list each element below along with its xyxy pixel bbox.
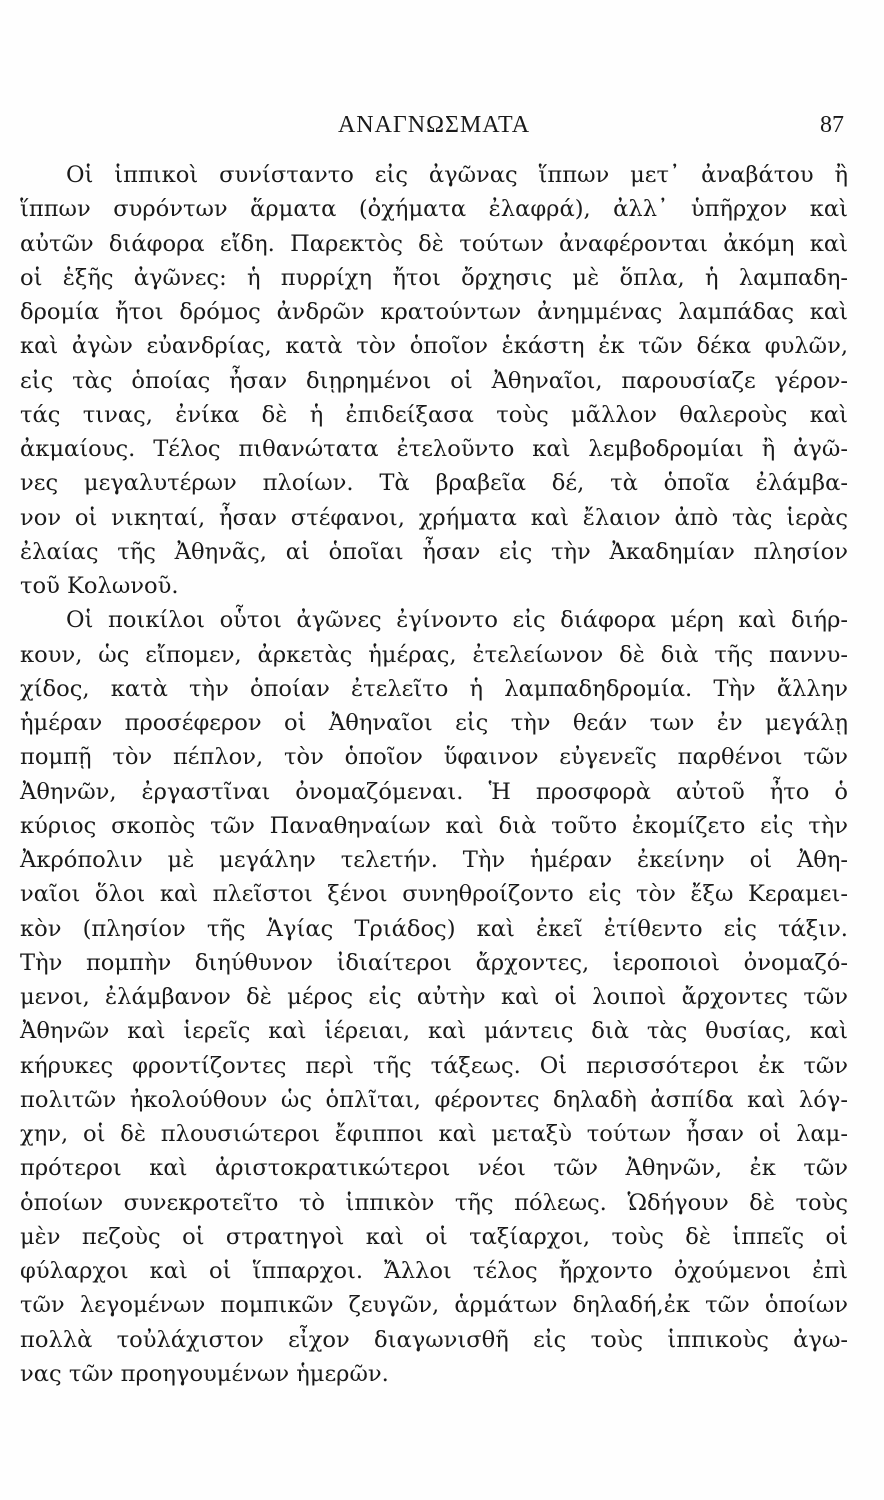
text-line: μὲν πεζοὺς οἱ στρατηγοὶ καὶ οἱ ταξίαρχοι, τοὺς δὲ ἱππεῖς οἱ bbox=[20, 1223, 848, 1250]
text-line: Ἀθηνῶν καὶ ἱερεῖς καὶ ἱέρειαι, καὶ μάντεις διὰ τὰς θυσίας, καὶ bbox=[20, 1018, 848, 1045]
text-line: κὸν (πλησίον τῆς Ἁγίας Τριάδος) καὶ ἐκεῖ ἐτίθεντο εἰς τάξιν. bbox=[20, 915, 848, 942]
text-line: ὁποίων συνεκροτεῖτο τὸ ἱππικὸν τῆς πόλεως. Ὡδήγουν δὲ τοὺς bbox=[20, 1189, 848, 1216]
text-line: δρομία ἤτοι δρόμος ἀνδρῶν κρατούντων ἀνημμένας λαμπάδας καὶ bbox=[20, 299, 848, 325]
page-number: 87 bbox=[820, 112, 844, 138]
text-line: κήρυκες φροντίζοντες περὶ τῆς τάξεως. Οἱ περισσότεροι ἐκ τῶν bbox=[20, 1052, 848, 1079]
text-line: Οἱ ποικίλοι οὗτοι ἀγῶνες ἐγίνοντο εἰς διάφορα μέρη καὶ διήρ- bbox=[66, 607, 848, 634]
text-line: χην, οἱ δὲ πλουσιώτεροι ἔφιπποι καὶ μεταξὺ τούτων ἦσαν οἱ λαμ- bbox=[20, 1121, 848, 1147]
text-line: νας τῶν προηγουμένων ἡμερῶν. bbox=[20, 1360, 389, 1387]
text-line: νον οἱ νικηταί, ἦσαν στέφανοι, χρήματα καὶ ἔλαιον ἀπὸ τὰς ἱερὰς bbox=[20, 504, 848, 531]
text-line: πολλὰ τοὐλάχιστον εἶχον διαγωνισθῆ εἰς τοὺς ἱππικοὺς ἀγω- bbox=[20, 1326, 848, 1353]
text-line: πολιτῶν ἠκολούθουν ὡς ὁπλῖται, φέροντες δηλαδὴ ἀσπίδα καὶ λόγ- bbox=[20, 1086, 848, 1113]
text-line: ναῖοι ὅλοι καὶ πλεῖστοι ξένοι συνηθροίζοντο εἰς τὸν ἔξω Κεραμει- bbox=[20, 881, 848, 908]
text-line: Ἀκρόπολιν μὲ μεγάλην τελετήν. Τὴν ἡμέραν ἐκείνην οἱ Ἀθη- bbox=[20, 847, 848, 873]
text-line: Οἱ ἱππικοὶ συνίσταντο εἰς ἀγῶνας ἵππων μετ᾽ ἀναβάτου ἢ bbox=[66, 162, 848, 188]
text-line: τῶν λεγομένων πομπικῶν ζευγῶν, ἁρμάτων δηλαδή,ἐκ τῶν ὁποίων bbox=[20, 1292, 848, 1319]
paragraph-2 bbox=[20, 603, 848, 1391]
text-line: Ἀθηνῶν, ἐργαστῖναι ὀνομαζόμεναι. Ἡ προσφορὰ αὐτοῦ ἦτο ὁ bbox=[20, 778, 848, 805]
text-line: ἡμέραν προσέφερον οἱ Ἀθηναῖοι εἰς τὴν θεάν των ἐν μεγάλῃ bbox=[20, 710, 848, 736]
paragraph-1 bbox=[20, 158, 848, 603]
text-line: Τὴν πομπὴν διηύθυνον ἰδιαίτεροι ἄρχοντες, ἱεροποιοὶ ὀνομαζό- bbox=[20, 949, 848, 976]
text-line: οἱ ἑξῆς ἀγῶνες: ἡ πυρρίχη ἤτοι ὄρχησις μὲ ὅπλα, ἡ λαμπαδη- bbox=[20, 264, 848, 291]
text-line: τάς τινας, ἐνίκα δὲ ἡ ἐπιδείξασα τοὺς μᾶλλον θαλεροὺς καὶ bbox=[20, 401, 848, 428]
text-line: ἀκμαίους. Τέλος πιθανώτατα ἐτελοῦντο καὶ λεμβοδρομίαι ἢ ἀγῶ- bbox=[20, 436, 848, 462]
text-line: χίδος, κατὰ τὴν ὁποίαν ἐτελεῖτο ἡ λαμπαδηδρομία. Τὴν ἄλλην bbox=[20, 675, 848, 702]
body-text bbox=[20, 158, 848, 1391]
text-line: νες μεγαλυτέρων πλοίων. Τὰ βραβεῖα δέ, τὰ ὁποῖα ἐλάμβα- bbox=[20, 470, 848, 497]
text-line: ἐλαίας τῆς Ἀθηνᾶς, αἱ ὁποῖαι ἦσαν εἰς τὴν Ἀκαδημίαν πλησίον bbox=[20, 538, 848, 565]
running-title: ΑΝΑΓΝΩΣΜΑΤΑ bbox=[337, 112, 531, 138]
page-header bbox=[24, 112, 844, 146]
text-line: πομπῇ τὸν πέπλον, τὸν ὁποῖον ὕφαινον εὐγενεῖς παρθένοι τῶν bbox=[20, 744, 848, 771]
text-line: ἵππων συρόντων ἅρματα (ὀχήματα ἐλαφρά), ἀλλ᾽ ὑπῆρχον καὶ bbox=[20, 196, 848, 223]
text-line: κουν, ὡς εἴπομεν, ἀρκετὰς ἡμέρας, ἐτελείωνον δὲ διὰ τῆς παννυ- bbox=[20, 641, 848, 668]
text-line: φύλαρχοι καὶ οἱ ἵππαρχοι. Ἄλλοι τέλος ἤρχοντο ὀχούμενοι ἐπὶ bbox=[20, 1258, 848, 1284]
text-line: εἰς τὰς ὁποίας ἦσαν διῃρημένοι οἱ Ἀθηναῖοι, παρουσίαζε γέρον- bbox=[20, 367, 848, 394]
text-line: πρότεροι καὶ ἀριστοκρατικώτεροι νέοι τῶν Ἀθηνῶν, ἐκ τῶν bbox=[20, 1155, 848, 1182]
text-line: καὶ ἀγὼν εὐανδρίας, κατὰ τὸν ὁποῖον ἑκάστη ἐκ τῶν δέκα φυλῶν, bbox=[20, 333, 848, 360]
text-line: τοῦ Κολωνοῦ. bbox=[20, 573, 179, 599]
text-line: μενοι, ἐλάμβανον δὲ μέρος εἰς αὐτὴν καὶ οἱ λοιποὶ ἄρχοντες τῶν bbox=[20, 984, 848, 1010]
text-line: κύριος σκοπὸς τῶν Παναθηναίων καὶ διὰ τοῦτο ἐκομίζετο εἰς τὴν bbox=[20, 812, 848, 839]
text-line: αὐτῶν διάφορα εἴδη. Παρεκτὸς δὲ τούτων ἀναφέρονται ἀκόμη καὶ bbox=[20, 230, 848, 257]
